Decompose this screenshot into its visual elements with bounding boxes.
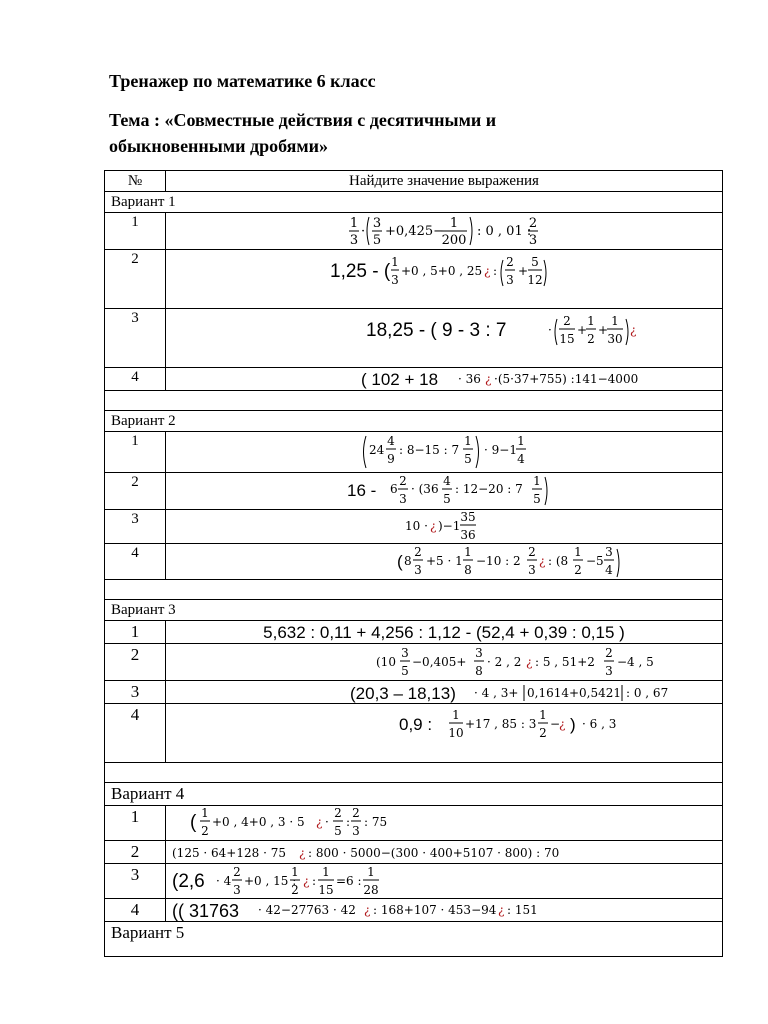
svg-text:35: 35 [460, 510, 476, 524]
svg-text:3: 3 [372, 216, 382, 231]
svg-text:=6 :: =6 : [336, 874, 362, 888]
svg-text:1: 1 [391, 255, 399, 269]
task-expression [166, 841, 723, 864]
svg-text:5: 5 [372, 233, 382, 248]
svg-text:16 -: 16 - [347, 481, 377, 500]
table-row [105, 621, 723, 644]
task-expression [166, 644, 723, 681]
expr-v2-1 [166, 432, 722, 472]
table-row [105, 473, 723, 510]
table-row [105, 250, 723, 309]
svg-text:10: 10 [448, 726, 464, 740]
svg-text:28: 28 [363, 883, 379, 897]
task-expression [166, 864, 723, 899]
svg-text:1: 1 [367, 865, 375, 879]
svg-text:2: 2 [574, 563, 582, 577]
expr-v3-4 [166, 704, 722, 762]
svg-text:+0 , 15 :: +0 , 15 : [244, 874, 297, 888]
svg-text:2: 2 [539, 726, 547, 740]
task-expression [166, 473, 723, 510]
svg-text::: : [493, 264, 498, 278]
svg-text:: 12−20 : 7: : 12−20 : 7 [455, 482, 523, 496]
expr-v1-2 [166, 250, 722, 308]
svg-text:3: 3 [528, 563, 536, 577]
task-expression [166, 806, 723, 841]
svg-text::: : [312, 874, 317, 888]
task-number: 4 [105, 368, 166, 391]
expr-v1-1 [166, 213, 722, 249]
table-row [105, 368, 723, 391]
svg-text:1: 1 [533, 474, 541, 488]
svg-text:+0,425−: +0,425− [385, 224, 445, 239]
task-number: 1 [105, 213, 166, 250]
svg-text:3: 3 [605, 664, 613, 678]
svg-text:: 8−15 : 7: : 8−15 : 7 [399, 443, 460, 457]
table-row [105, 510, 723, 544]
svg-text:(10: (10 [376, 655, 396, 669]
svg-text:2: 2 [233, 865, 241, 879]
svg-text:: 5 , 51+2: : 5 , 51+2 [535, 655, 595, 669]
svg-text::: : [346, 815, 351, 829]
svg-text:3: 3 [414, 563, 422, 577]
table-row [105, 681, 723, 704]
task-expression [166, 621, 723, 644]
task-expression [166, 544, 723, 580]
svg-text:+5 · 1: +5 · 1 [426, 554, 463, 568]
svg-text:3: 3 [475, 646, 483, 660]
expr-v2-4 [166, 544, 722, 579]
svg-text:¿: ¿ [630, 323, 637, 337]
table-row [105, 309, 723, 368]
task-number: 2 [105, 250, 166, 309]
svg-text:1: 1 [201, 806, 209, 820]
table-row [105, 213, 723, 250]
svg-text:2: 2 [528, 216, 538, 231]
svg-text:: 151: : 151 [507, 903, 538, 917]
svg-text:5: 5 [334, 824, 342, 838]
svg-text:4: 4 [605, 563, 613, 577]
variant-5-label: Вариант 5 [105, 922, 723, 957]
variant-4-label: Вариант 4 [105, 783, 723, 806]
task-number: 2 [105, 841, 166, 864]
task-number: 3 [105, 309, 166, 368]
svg-text:−: − [550, 717, 561, 731]
svg-text:¿: ¿ [484, 264, 491, 278]
svg-text:8: 8 [475, 664, 483, 678]
svg-text:5: 5 [533, 492, 541, 506]
expr-v3-2 [166, 644, 722, 680]
svg-text:: 168+107 · 453−94: : 168+107 · 453−94 [373, 903, 497, 917]
svg-text:1: 1 [574, 545, 582, 559]
svg-text:+: + [598, 323, 609, 337]
table-row [105, 544, 723, 580]
svg-text:·: · [325, 815, 329, 829]
svg-text:¿: ¿ [498, 903, 505, 917]
svg-text:3: 3 [506, 273, 514, 287]
svg-text:1,25 - (: 1,25 - ( [330, 261, 391, 282]
table-row [105, 864, 723, 899]
svg-text:24: 24 [369, 443, 385, 457]
task-number: 4 [105, 544, 166, 580]
svg-text:18,25 - ( 9 - 3 : 7: 18,25 - ( 9 - 3 : 7 [366, 320, 507, 341]
svg-text:2: 2 [201, 824, 209, 838]
svg-text:: 0 , 67: : 0 , 67 [626, 686, 669, 700]
svg-text:1: 1 [587, 314, 595, 328]
svg-text:¿: ¿ [539, 554, 546, 568]
svg-text:· 9−1: · 9−1 [484, 443, 517, 457]
svg-text:2: 2 [563, 314, 571, 328]
spacer-row [105, 391, 723, 411]
svg-text:: 0 , 01 :: : 0 , 01 : [477, 224, 532, 239]
table-row [105, 644, 723, 681]
spacer-cell [105, 391, 723, 411]
task-number: 3 [105, 681, 166, 704]
svg-text:1: 1 [449, 216, 459, 231]
task-number: 4 [105, 899, 166, 922]
svg-text:(( 31763: (( 31763 [172, 901, 240, 921]
svg-text:(20,3 – 18,13): (20,3 – 18,13) [350, 684, 456, 703]
task-expression [166, 899, 723, 922]
svg-text:¿: ¿ [485, 372, 492, 386]
svg-text:4: 4 [387, 434, 395, 448]
variant-3-row [105, 600, 723, 621]
svg-text:1: 1 [611, 314, 619, 328]
spacer-cell [105, 763, 723, 783]
svg-text:(: ( [190, 812, 197, 833]
svg-text:( 102 + 18: ( 102 + 18 [361, 370, 439, 389]
svg-text:−0,405+: −0,405+ [412, 655, 467, 669]
svg-text:2: 2 [587, 332, 595, 346]
svg-text:3: 3 [528, 233, 538, 248]
svg-text:10 ·: 10 · [405, 519, 428, 533]
svg-text:−5: −5 [586, 554, 604, 568]
svg-text:1: 1 [452, 708, 460, 722]
svg-text:· (36: · (36 [411, 482, 439, 496]
document-theme [109, 107, 496, 159]
svg-text:¿: ¿ [430, 519, 437, 533]
variant-5-row [105, 922, 723, 957]
svg-text:1: 1 [322, 865, 330, 879]
task-expression [166, 432, 723, 473]
exercise-table [104, 170, 723, 957]
header-number: № [105, 171, 166, 192]
task-expression [166, 213, 723, 250]
svg-text:−4 , 5: −4 , 5 [617, 655, 654, 669]
task-expression [166, 704, 723, 763]
variant-3-label: Вариант 3 [105, 600, 723, 621]
svg-text:)−1: )−1 [438, 519, 461, 533]
document-title: Тренажер по математике 6 класс [109, 71, 376, 91]
table-row [105, 841, 723, 864]
svg-text:0,1614+0,5421: 0,1614+0,5421 [527, 686, 622, 700]
table-row [105, 704, 723, 763]
svg-text:5: 5 [531, 255, 539, 269]
task-number: 1 [105, 432, 166, 473]
svg-text:+: + [518, 264, 529, 278]
spacer-row [105, 763, 723, 783]
task-number: 3 [105, 864, 166, 899]
svg-text:1: 1 [464, 545, 472, 559]
svg-text:2: 2 [528, 545, 536, 559]
expr-v2-3 [166, 510, 722, 543]
svg-text:¿: ¿ [526, 655, 533, 669]
table-row [105, 432, 723, 473]
svg-text:5: 5 [464, 452, 472, 466]
svg-text:¿: ¿ [303, 874, 310, 888]
svg-text:+0 , 5+0 , 25: +0 , 5+0 , 25 [401, 264, 483, 278]
svg-text:1: 1 [349, 216, 359, 231]
task-number: 4 [105, 704, 166, 763]
table-row [105, 899, 723, 922]
svg-text:4: 4 [443, 474, 451, 488]
svg-text:1: 1 [464, 434, 472, 448]
expr-v4-4 [166, 899, 722, 921]
svg-text:3: 3 [352, 824, 360, 838]
svg-text:2: 2 [399, 474, 407, 488]
svg-text:¿: ¿ [316, 815, 323, 829]
svg-text:·: · [548, 323, 552, 337]
task-expression [166, 681, 723, 704]
theme-line-1: Тема : «Совместные действия с десятичными и [109, 110, 497, 130]
task-number: 2 [105, 473, 166, 510]
svg-text:+: + [577, 323, 588, 337]
svg-text:8: 8 [404, 554, 412, 568]
expr-v3-1-text: 5,632 : 0,11 + 4,256 : 1,12 - (52,4 + 0,39 : 0,15 ) [263, 623, 625, 642]
svg-text:· 4 , 3+: · 4 , 3+ [474, 686, 519, 700]
expr-v3-3 [166, 681, 722, 703]
expr-v2-2 [166, 473, 722, 509]
table-header-row [105, 171, 723, 192]
svg-text:): ) [570, 715, 576, 734]
svg-text:: 75: : 75 [364, 815, 388, 829]
svg-text:200: 200 [441, 233, 467, 248]
svg-text:·(5·37+755) :141−4000: ·(5·37+755) :141−4000 [494, 372, 639, 386]
svg-text:6: 6 [390, 482, 398, 496]
svg-text:12: 12 [527, 273, 543, 287]
theme-line-2: обыкновенными дробями» [109, 136, 329, 156]
svg-text:8: 8 [464, 563, 472, 577]
header-task: Найдите значение выражения [166, 171, 723, 192]
svg-text:¿: ¿ [364, 903, 371, 917]
task-number: 1 [105, 621, 166, 644]
task-number: 2 [105, 644, 166, 681]
svg-text:2: 2 [414, 545, 422, 559]
expr-v1-3 [166, 309, 722, 367]
svg-text:1: 1 [291, 865, 299, 879]
svg-text:2: 2 [605, 646, 613, 660]
expr-v3-1 [166, 621, 722, 643]
svg-text:·: · [361, 224, 366, 239]
task-number: 1 [105, 806, 166, 841]
svg-text:3: 3 [349, 233, 359, 248]
svg-text:: 800 · 5000−(300 · 400+5107 ·: : 800 · 5000−(300 · 400+5107 · 800) : 70 [308, 846, 560, 860]
expr-v4-3 [166, 864, 722, 898]
task-expression [166, 309, 723, 368]
svg-text:+0 , 4+0 , 3 · 5: +0 , 4+0 , 3 · 5 [212, 815, 305, 829]
svg-text:3: 3 [605, 545, 613, 559]
svg-text:9: 9 [387, 452, 395, 466]
svg-text:−10 : 2: −10 : 2 [476, 554, 521, 568]
svg-text:3: 3 [391, 273, 399, 287]
svg-text:· 42−27763 · 42: · 42−27763 · 42 [258, 903, 356, 917]
svg-text:0,9 :: 0,9 : [399, 715, 433, 734]
expr-v4-2 [166, 841, 722, 863]
expr-v4-1 [166, 806, 722, 840]
svg-text:+17 , 85 : 3: +17 , 85 : 3 [465, 717, 537, 731]
svg-text:· 4: · 4 [216, 874, 232, 888]
variant-2-row [105, 411, 723, 432]
svg-text:36: 36 [460, 528, 476, 542]
task-number: 3 [105, 510, 166, 544]
svg-text:(125 · 64+128 · 75: (125 · 64+128 · 75 [172, 846, 286, 860]
svg-text:1: 1 [517, 434, 525, 448]
svg-text:2: 2 [352, 806, 360, 820]
variant-1-row [105, 192, 723, 213]
task-expression [166, 510, 723, 544]
task-expression [166, 368, 723, 391]
table-row [105, 806, 723, 841]
svg-text:· 36: · 36 [458, 372, 481, 386]
svg-text:30: 30 [607, 332, 623, 346]
svg-text:4: 4 [517, 452, 525, 466]
variant-2-label: Вариант 2 [105, 411, 723, 432]
svg-text:· 6 , 3: · 6 , 3 [582, 717, 617, 731]
task-expression [166, 250, 723, 309]
svg-text:3: 3 [233, 883, 241, 897]
svg-text:¿: ¿ [299, 846, 306, 860]
svg-text:¿: ¿ [559, 717, 566, 731]
variant-4-row [105, 783, 723, 806]
spacer-cell [105, 580, 723, 600]
svg-text:2: 2 [334, 806, 342, 820]
svg-text:2: 2 [506, 255, 514, 269]
svg-text:5: 5 [443, 492, 451, 506]
svg-text:(: ( [397, 552, 403, 571]
svg-text:15: 15 [559, 332, 575, 346]
svg-text:5: 5 [401, 664, 409, 678]
svg-text:: (8: : (8 [548, 554, 569, 568]
expr-v1-4 [166, 368, 722, 390]
svg-text:· 2 , 2: · 2 , 2 [487, 655, 522, 669]
svg-text:(2,6: (2,6 [172, 871, 205, 892]
svg-text:2: 2 [291, 883, 299, 897]
svg-text:3: 3 [401, 646, 409, 660]
variant-1-label: Вариант 1 [105, 192, 723, 213]
spacer-row [105, 580, 723, 600]
svg-text:1: 1 [539, 708, 547, 722]
svg-text:3: 3 [399, 492, 407, 506]
svg-text:15: 15 [318, 883, 334, 897]
